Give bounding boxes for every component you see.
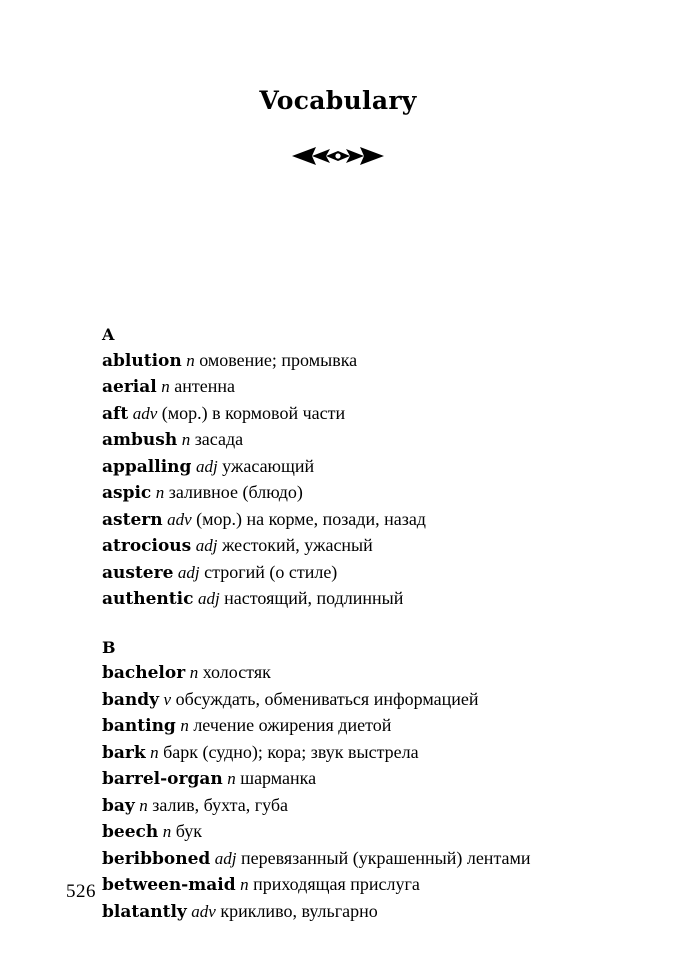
entry-part-of-speech: n	[189, 663, 199, 682]
entry-definition: бук	[175, 821, 202, 841]
vocabulary-entry	[102, 740, 622, 767]
vocabulary-entry	[102, 687, 622, 714]
vocabulary-entry	[102, 454, 622, 481]
entry-part-of-speech: v	[163, 689, 172, 709]
entry-part-of-speech: adj	[195, 536, 218, 555]
entry-part-of-speech: n	[181, 430, 191, 449]
entry-definition: холостяк	[202, 662, 271, 682]
entry-headword: beribboned	[102, 848, 211, 869]
entry-headword: bark	[102, 742, 146, 763]
entry-part-of-speech: n	[150, 742, 159, 762]
entry-definition: ужасающий	[222, 455, 315, 476]
entry-headword: barrel-organ	[102, 769, 223, 789]
entry-definition: жестокий, ужасный	[221, 535, 373, 555]
entry-headword: appalling	[102, 456, 192, 477]
vocabulary-section-a	[102, 322, 622, 613]
entry-headword: bachelor	[102, 663, 186, 683]
vocabulary-entry	[102, 480, 622, 507]
entry-part-of-speech: n	[186, 350, 195, 370]
entry-part-of-speech: adj	[214, 848, 237, 868]
entry-definition: барк (судно); кора; звук выстрела	[163, 741, 419, 762]
entry-definition: обсуждать, обмениваться информацией	[175, 688, 479, 709]
entry-headword: between-maid	[102, 875, 236, 895]
entry-headword: beech	[102, 822, 159, 842]
vocabulary-entry	[102, 560, 622, 587]
entry-definition: настоящий, подлинный	[224, 588, 404, 608]
entry-definition: строгий (о стиле)	[204, 561, 338, 582]
entry-part-of-speech: n	[180, 716, 189, 735]
vocabulary-entry	[102, 427, 622, 454]
entry-definition: (мор.) в кормовой части	[161, 402, 346, 423]
vocabulary-entry	[102, 507, 622, 534]
entry-part-of-speech: n	[155, 483, 165, 502]
vocabulary-entry	[102, 846, 622, 873]
entry-headword: blatantly	[102, 901, 187, 922]
page-title: Vocabulary	[259, 86, 417, 115]
vocabulary-entry	[102, 766, 622, 793]
entry-part-of-speech: n	[161, 377, 170, 396]
entry-headword: ambush	[102, 430, 178, 450]
entry-headword: atrocious	[102, 536, 192, 556]
entry-headword: aspic	[102, 483, 152, 503]
entry-headword: aerial	[102, 377, 157, 397]
entry-headword: authentic	[102, 589, 194, 609]
entry-definition: залив, бухта, губа	[152, 794, 289, 815]
entry-headword: ablution	[102, 350, 182, 371]
entry-definition: шарманка	[240, 768, 317, 788]
vocabulary-list	[102, 322, 622, 925]
section-letter-b: B	[102, 637, 116, 657]
entry-part-of-speech: n	[227, 769, 236, 788]
entry-headword: bandy	[102, 689, 160, 710]
entry-headword: astern	[102, 509, 163, 530]
vocabulary-section-b	[102, 635, 622, 926]
entry-definition: засада	[194, 429, 244, 449]
vocabulary-entry	[102, 586, 622, 613]
section-divider	[102, 613, 622, 635]
entry-part-of-speech: adv	[132, 403, 158, 423]
entry-headword: banting	[102, 716, 176, 736]
entry-definition: перевязанный (украшенный) лентами	[241, 847, 531, 868]
entry-definition: антенна	[174, 376, 235, 396]
vocabulary-entry	[102, 872, 622, 899]
vocabulary-entry	[102, 533, 622, 560]
vocabulary-entry	[102, 793, 622, 820]
entry-headword: austere	[102, 562, 174, 583]
entry-definition: крикливо, вульгарно	[220, 900, 378, 921]
vocabulary-entry	[102, 660, 622, 687]
vocabulary-entry	[102, 899, 622, 926]
entry-definition: омовение; промывка	[199, 349, 358, 370]
entry-part-of-speech: adj	[195, 456, 218, 476]
entry-definition: заливное (блюдо)	[168, 482, 303, 502]
entry-part-of-speech: adv	[191, 901, 216, 921]
entry-headword: bay	[102, 795, 135, 816]
entry-headword: aft	[102, 403, 129, 424]
entry-part-of-speech: n	[240, 875, 249, 894]
entry-part-of-speech: n	[162, 822, 172, 841]
diamond-ornament-divider-icon	[0, 143, 676, 174]
entry-definition: (мор.) на корме, позади, назад	[196, 508, 426, 529]
entry-definition: лечение ожирения диетой	[193, 715, 392, 735]
entry-part-of-speech: adj	[177, 562, 200, 582]
vocabulary-entry	[102, 713, 622, 740]
page-number: 526	[66, 881, 96, 902]
vocabulary-entry	[102, 348, 622, 375]
vocabulary-entry	[102, 401, 622, 428]
entry-part-of-speech: n	[139, 795, 148, 815]
entry-part-of-speech: adv	[167, 509, 192, 529]
vocabulary-entry	[102, 374, 622, 401]
entry-part-of-speech: adj	[197, 589, 220, 608]
vocabulary-entry	[102, 819, 622, 846]
entry-definition: приходящая прислуга	[253, 874, 420, 894]
section-letter-a: A	[102, 325, 115, 344]
